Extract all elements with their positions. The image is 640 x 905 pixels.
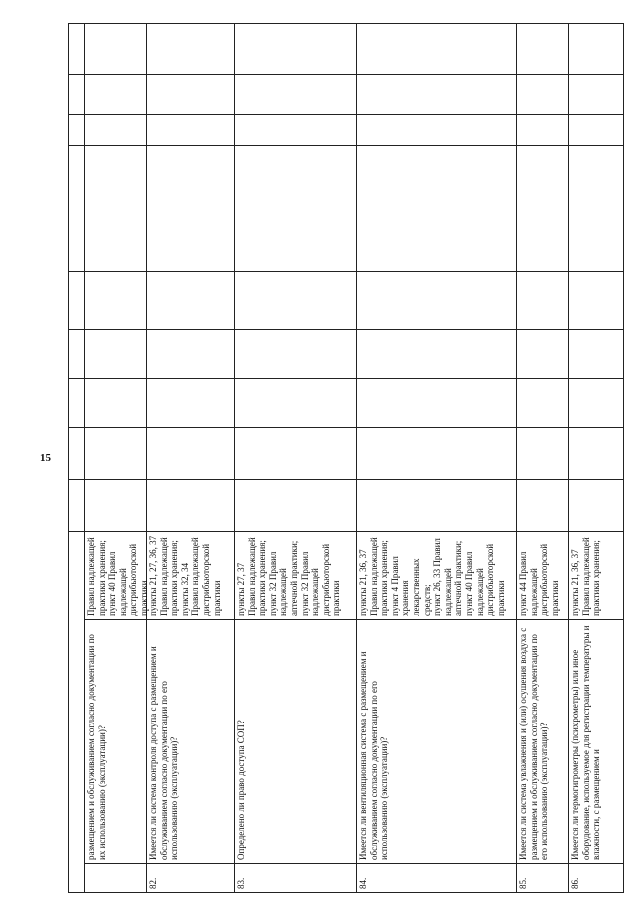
row-question: Имеется ли вентиляционная система с размещением и обслуживанием согласно документации по его использованию (эксплуатации)? bbox=[356, 620, 516, 864]
row-reference: пункты 21, 36, 37 Правил надлежащей практики хранения; bbox=[568, 532, 624, 620]
row-question: размещением и обслуживанием согласно документации по их использованию (эксплуатации)? bbox=[84, 620, 146, 864]
row-number: 84. bbox=[356, 864, 516, 893]
page-number: 15 bbox=[40, 452, 51, 464]
column-divider bbox=[68, 427, 624, 428]
row-number: 86. bbox=[568, 864, 624, 893]
row-reference: пункт 44 Правил надлежащей дистрибьюторской практики bbox=[516, 532, 568, 620]
checklist-table bbox=[68, 23, 624, 893]
table-row bbox=[146, 23, 235, 893]
row-question: Имеется ли система увлажнения и (или) осушения воздуха с размещением и обслуживанием согласно документации по его использованию (эксплуатации)? bbox=[516, 620, 568, 864]
table-row bbox=[516, 23, 569, 893]
column-divider bbox=[68, 271, 624, 272]
row-number: 85. bbox=[516, 864, 568, 893]
column-divider bbox=[68, 145, 624, 146]
table-row bbox=[568, 23, 624, 893]
row-question: Имеется ли система контроля доступа с размещением и обслуживанием согласно документации по его использованию (эксплуатации)? bbox=[146, 620, 234, 864]
row-reference: Правил надлежащей практики хранения; пункт 40 Правил надлежащей дистрибьюторской практики bbox=[84, 532, 146, 620]
table-top-strip bbox=[68, 23, 85, 893]
table-row bbox=[356, 23, 517, 893]
table-row bbox=[84, 23, 147, 893]
table-row bbox=[234, 23, 357, 893]
row-question: Определено ли право доступа СОП? bbox=[234, 620, 356, 864]
row-question: Имеется ли термогигрометры (психрометры) или иное оборудование, используемое для регистрации температуры и влажности, с размещением и bbox=[568, 620, 624, 864]
column-divider bbox=[68, 114, 624, 115]
column-divider bbox=[68, 329, 624, 330]
column-divider bbox=[68, 531, 624, 532]
column-divider bbox=[68, 479, 624, 480]
row-number bbox=[84, 864, 146, 893]
row-number: 82. bbox=[146, 864, 234, 893]
column-divider bbox=[68, 74, 624, 75]
row-reference: пункты 21, 27, 36, 37 Правил надлежащей практики хранения; пункты 32, 34 Правил надлежащей дистрибьюторской практики bbox=[146, 532, 234, 620]
row-reference: пункты 27, 37 Правил надлежащей практики хранения; пункт 32 Правил надлежащей аптечной практики; пункт 32 Правил надлежащей дистрибьюторской практики bbox=[234, 532, 356, 620]
row-number: 83. bbox=[234, 864, 356, 893]
column-divider bbox=[68, 378, 624, 379]
row-reference: пункты 21, 36, 37 Правил надлежащей практики хранения; пункт 4 Правил хранения лекарственных средств; пункт 26, 33 Правил надлежащей аптечной практики; пункт 40 Правил надлежащей дистрибьюторской практики bbox=[356, 532, 516, 620]
